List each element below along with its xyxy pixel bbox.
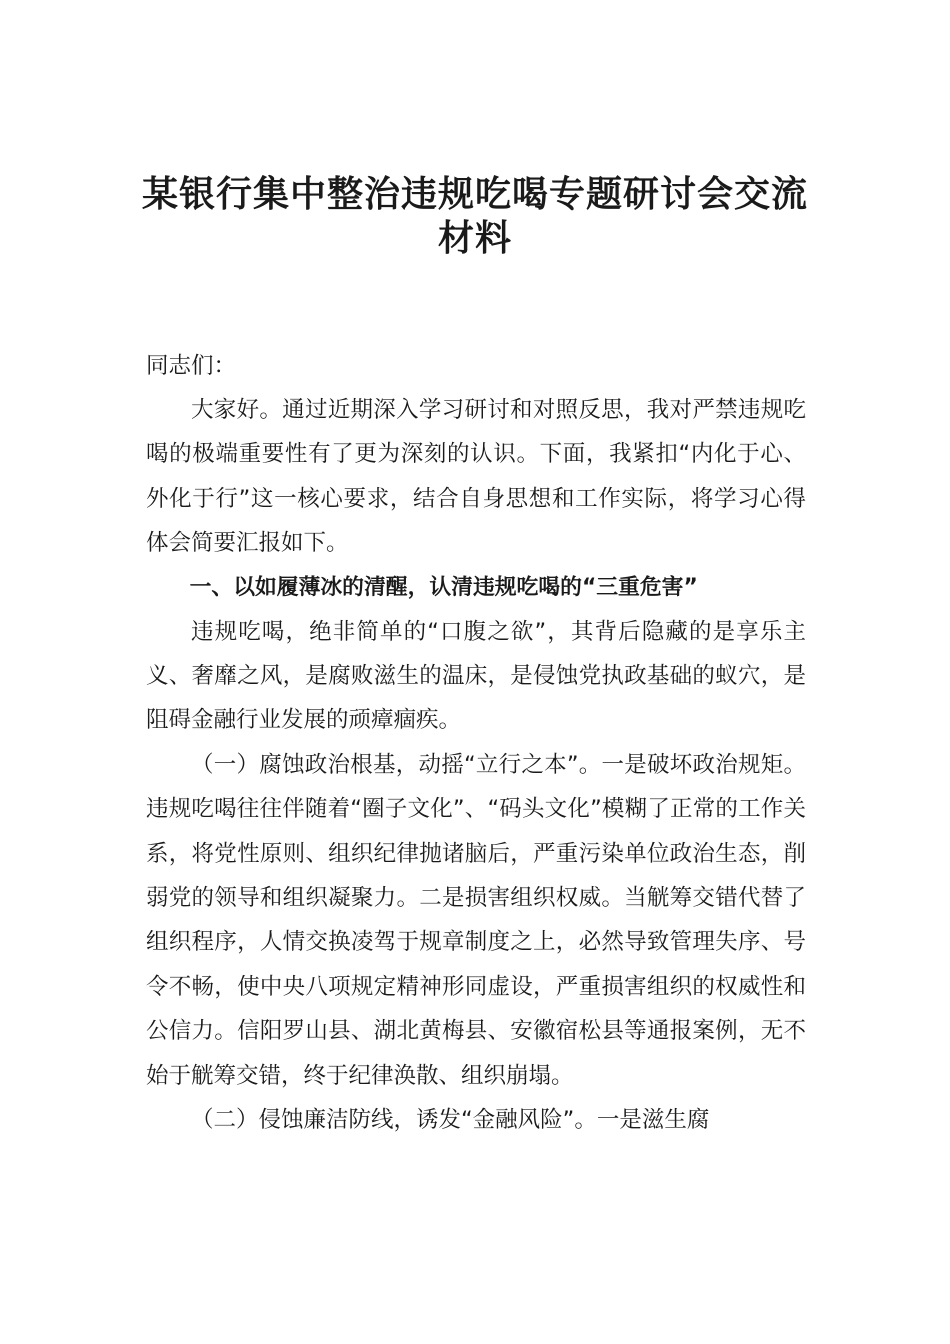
document-title-line-1: 某银行集中整治违规吃喝专题研讨会交流 [141,173,808,215]
opening-paragraph: 大家好。通过近期深入学习研讨和对照反思，我对严禁违规吃喝的极端重要性有了更为深刻的认识。下面，我紧扣“内化于心、外化于行”这一核心要求，结合自身思想和工作实际，将学习心得体会简要汇报如下。 [146,397,806,557]
document-title-line-2: 材料 [437,217,512,259]
section-intro-paragraph: 违规吃喝，绝非简单的“口腹之欲”，其背后隐藏的是享乐主义、奢靡之风，是腐败滋生的温床，是侵蚀党执政基础的蚁穴，是阻碍金融行业发展的顽瘴痼疾。 [146,618,806,734]
subsection-2-paragraph: （二）侵蚀廉洁防线，诱发“金融风险”。一是滋生腐 [191,1107,710,1134]
document-body [146,344,806,1143]
salutation: 同志们： [146,353,237,379]
subsection-1-paragraph: （一）腐蚀政治根基，动摇“立行之本”。一是破坏政治规矩。违规吃喝往往伴随着“圈子文化”、“码头文化”模糊了正常的工作关系，将党性原则、组织纪律抛诸脑后，严重污染单位政治生态，削弱党的领导和组织凝聚力。二是损害组织权威。当觥筹交错代替了组织程序，人情交换凌驾于规章制度之上，必然导致管理失序、号令不畅，使中央八项规定精神形同虚设，严重损害组织的权威性和公信力。信阳罗山县、湖北黄梅县、安徽宿松县等通报案例，无不始于觥筹交错，终于纪律涣散、组织崩塌。 [146,751,806,1089]
section-heading-1: 一、以如履薄冰的清醒，认清违规吃喝的“三重危害” [189,574,698,600]
